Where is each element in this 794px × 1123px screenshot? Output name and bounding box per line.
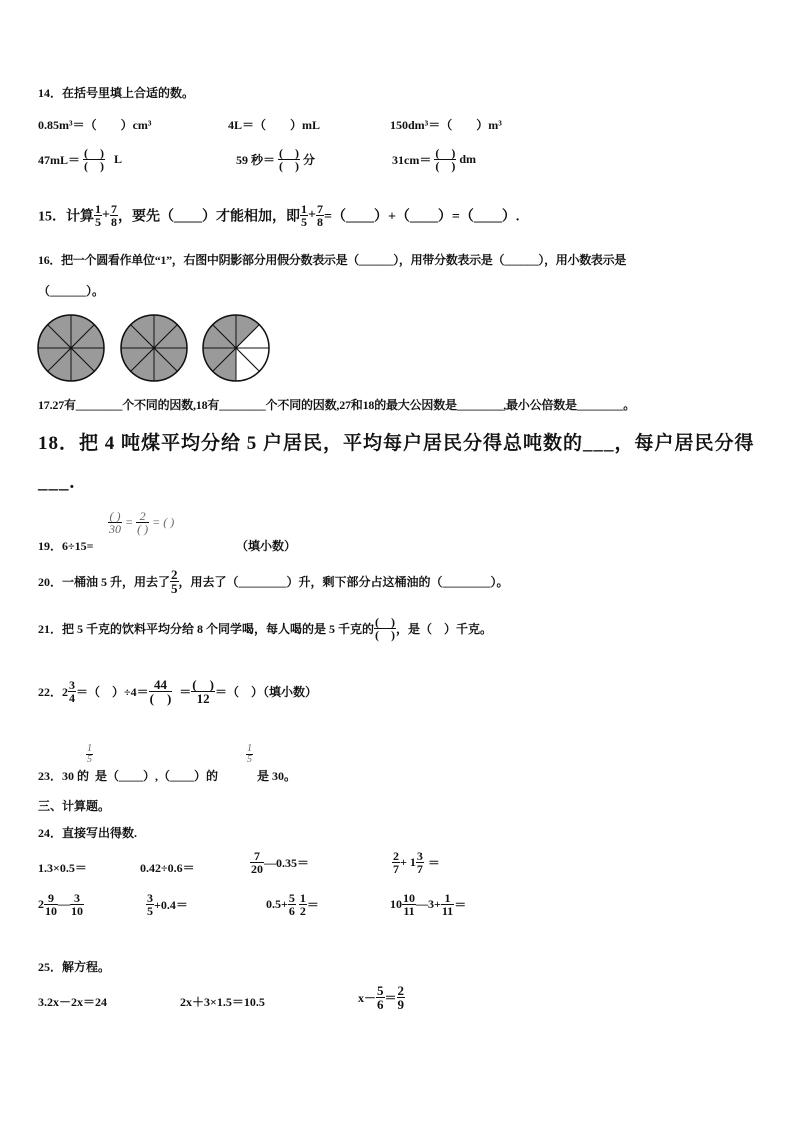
q16-line2: （______）。 xyxy=(38,284,105,298)
q25-eq1: 3.2x－2x＝24 xyxy=(38,995,108,1009)
q16-line1: 16．把一个圆看作单位“1”，右图中阴影部分用假分数表示是（______），用带分数表示是（______），用小数表示是 xyxy=(38,253,627,267)
q16-circles xyxy=(36,312,276,384)
q21: 21．把 5 千克的饮料平均分给 8 个同学喝，每人喝的是 5 千克的 $\frac{( )}{( )}$ ，是（ ）千克。 xyxy=(38,615,493,642)
q23-b: 是（____）,（____）的 xyxy=(95,769,219,783)
q14-prompt: 14．在括号里填上合适的数。 xyxy=(38,86,195,100)
q18-line2: ___. xyxy=(38,472,76,493)
q20: 20．一桶油 5 升，用去了 $\frac{2}{5}$ ，用去了（________）升，剩下部分占这桶油的（________）。 xyxy=(38,567,509,596)
q14-r1-c: 150dm³＝（ ）m³ xyxy=(390,118,502,132)
q18-line1: 18．把 4 吨煤平均分给 5 户居民，平均每户居民分得总吨数的___，每户居民分得 xyxy=(38,433,755,454)
q14-r2-c: 31cm＝ $\frac{( )}{( )}$ dm xyxy=(392,146,476,173)
section-3-title: 三、计算题。 xyxy=(38,799,111,813)
q25-eq3: x－ $\frac{5}{6}$ ＝ $\frac{2}{9}$ xyxy=(358,983,405,1012)
q24-r1-d: $\frac{2}{7}$ + 1 $\frac{3}{7}$ ＝ xyxy=(393,849,440,876)
q14-r2-b: 59 秒＝ $\frac{( )}{( )}$ 分 xyxy=(236,146,316,173)
q22: 22．2 $\frac{3}{4}$ ＝（ ）÷4＝ $\frac{44}{( )}$ ＝ $\frac{( )}{12}$ ＝（ ）（填小数） xyxy=(38,677,317,706)
q23-frac-1: $\frac{1}{5}$ xyxy=(87,743,92,765)
q14-r2-a: 47mL＝ $\frac{( )}{( )}$ L xyxy=(38,146,123,173)
q24-prompt: 24．直接写出得数. xyxy=(38,826,138,840)
q25-prompt: 25．解方程。 xyxy=(38,960,111,974)
q24-r2-d: 10 $\frac{10}{11}$ —3+ $\frac{1}{11}$ ＝ xyxy=(390,891,467,918)
q19-pre: 19．6÷15= xyxy=(38,539,94,553)
q15: 15．计算 $\frac{1}{5}$ + $\frac{7}{8}$ ，要先（____）才能相加，即 $\frac{1}{5}$ + $\frac{7}{8}$ =（____）+（____）=（____）. xyxy=(38,202,520,229)
q24-r1-a: 1.3×0.5＝ xyxy=(38,861,87,875)
q23-a: 23．30 的 xyxy=(38,769,90,783)
q24-r2-a: 2 $\frac{9}{10}$ — $\frac{3}{10}$ xyxy=(38,891,83,918)
q25-eq2: 2x＋3×1.5＝10.5 xyxy=(180,995,265,1009)
q24-r1-b: 0.42÷0.6＝ xyxy=(140,861,195,875)
q19-post: （填小数） xyxy=(236,539,297,553)
q14-r1-a: 0.85m³＝（ ）cm³ xyxy=(38,118,152,132)
q23-frac-2: $\frac{1}{5}$ xyxy=(247,743,252,765)
q24-r2-c: 0.5+ $\frac{5}{6}$ $\frac{1}{2}$ ＝ xyxy=(266,891,319,918)
q24-r2-b: $\frac{3}{5}$ +0.4＝ xyxy=(147,891,188,918)
q24-r1-c: $\frac{7}{20}$ —0.35＝ xyxy=(251,849,310,876)
q23-c: 是 30。 xyxy=(257,769,297,783)
q17: 17.27有________个不同的因数,18有________个不同的因数,27和18的最大公因数是________,最小公倍数是________。 xyxy=(38,398,636,412)
q14-r1-b: 4L＝（ ）mL xyxy=(228,118,321,132)
q19-expr: $\frac{( )}{30}$ = $\frac{2}{( )}$ = ( ) xyxy=(109,509,175,536)
